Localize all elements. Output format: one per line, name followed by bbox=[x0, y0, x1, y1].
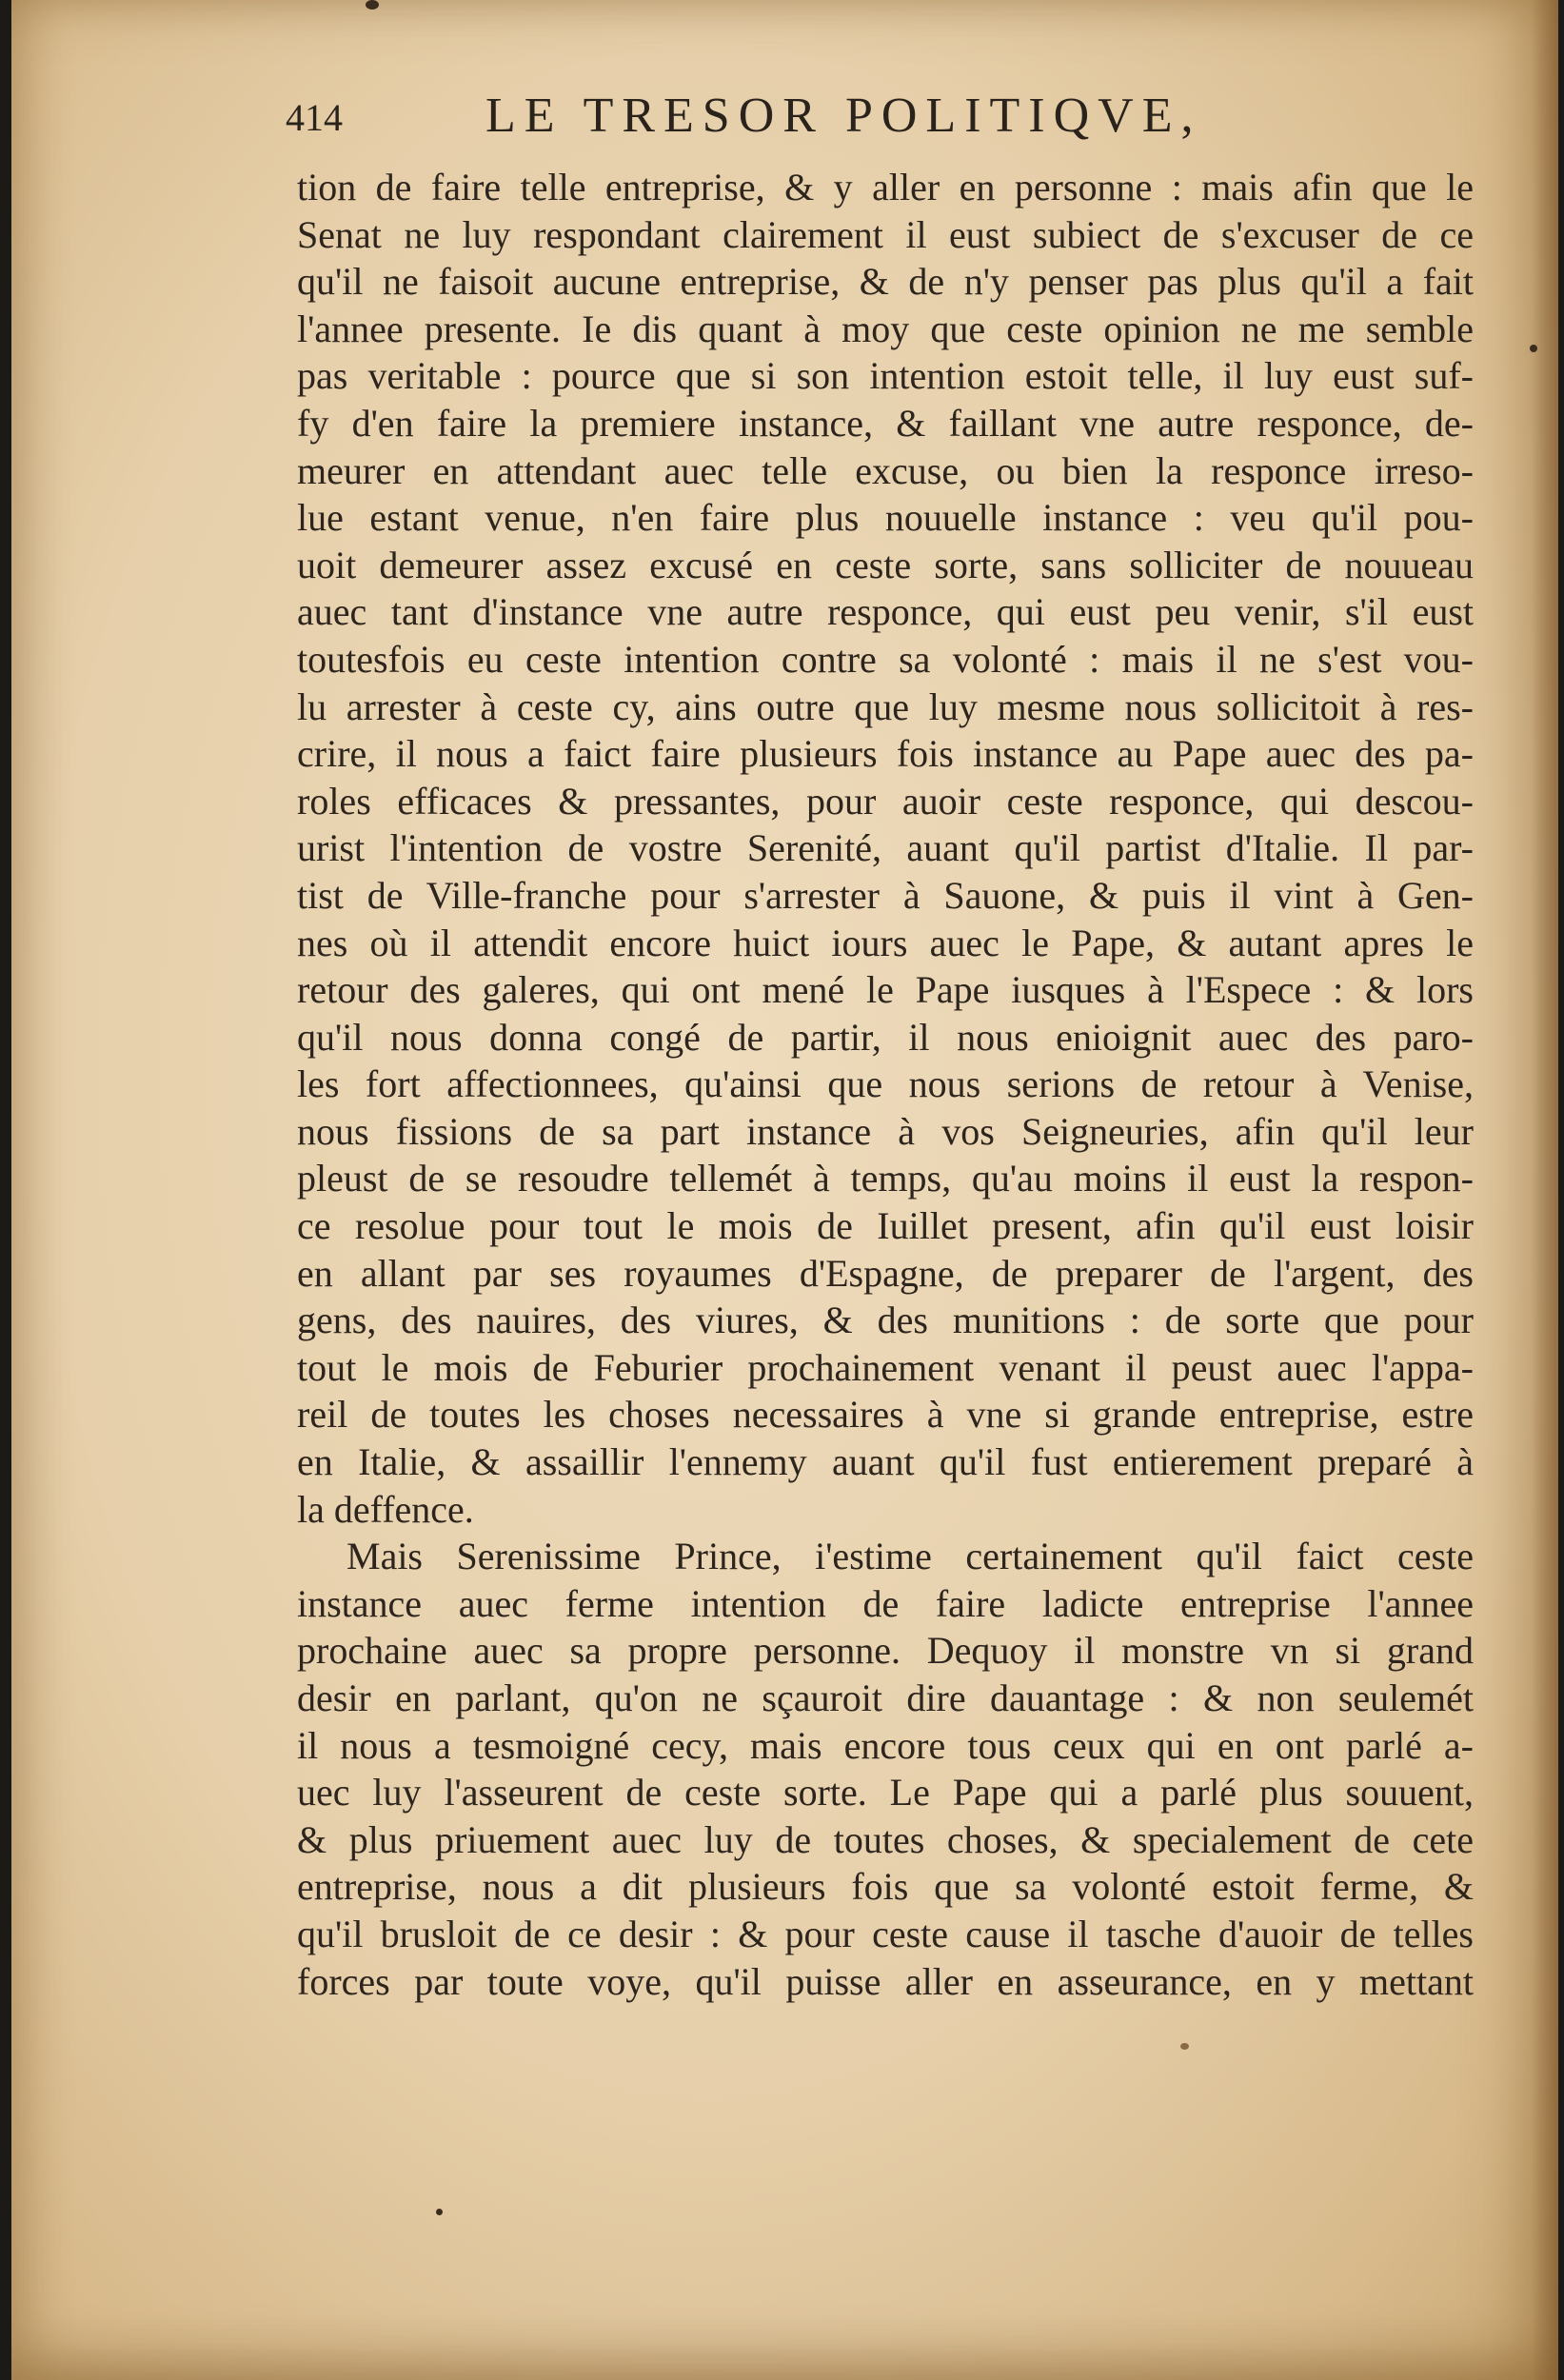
body-text bbox=[297, 164, 1474, 2005]
text-line: instance auec ferme intention de faire ladicte entreprise l'annee bbox=[297, 1581, 1474, 1625]
text-line: fy d'en faire la premiere instance, & faillant vne autre responce, de- bbox=[297, 401, 1474, 445]
text-line: en allant par ses royaumes d'Espagne, de preparer de l'argent, des bbox=[297, 1251, 1474, 1295]
ink-speck bbox=[1530, 345, 1537, 352]
text-line: tist de Ville-franche pour s'arrester à Sauone, & puis il vint à Gen- bbox=[297, 873, 1474, 917]
text-line: prochaine auec sa propre personne. Dequoy il monstre vn si grand bbox=[297, 1629, 1474, 1673]
paragraph-end-line: la deffence. bbox=[297, 1487, 474, 1531]
text-line: entreprise, nous a dit plusieurs fois que sa volonté estoit ferme, & bbox=[297, 1865, 1474, 1909]
text-line: qu'il nous donna congé de partir, il nous enioignit auec des paro- bbox=[297, 1015, 1474, 1059]
ink-speck bbox=[1180, 2043, 1189, 2050]
text-line: pleust de se resoudre tellemét à temps, qu'au moins il eust la respon- bbox=[297, 1157, 1474, 1200]
ink-speck bbox=[436, 2209, 443, 2215]
text-line: urist l'intention de vostre Serenité, auant qu'il partist d'Italie. Il par- bbox=[297, 826, 1474, 870]
text-line: roles efficaces & pressantes, pour auoir ceste responce, qui descou- bbox=[297, 779, 1474, 823]
text-line: nous fissions de sa part instance à vos Seigneuries, afin qu'il leur bbox=[297, 1109, 1474, 1153]
text-line: qu'il ne faisoit aucune entreprise, & de n'y penser pas plus qu'il a fait bbox=[297, 260, 1474, 304]
text-line: reil de toutes les choses necessaires à vne si grande entreprise, estre bbox=[297, 1393, 1474, 1437]
text-line: meurer en attendant auec telle excuse, ou bien la responce irreso- bbox=[297, 448, 1474, 492]
text-line: l'annee presente. Ie dis quant à moy que ceste opinion ne me semble bbox=[297, 307, 1474, 350]
text-line: tion de faire telle entreprise, & y aller en personne : mais afin que le bbox=[297, 166, 1474, 208]
text-line: Senat ne luy respondant clairement il eust subiect de s'excuser de ce bbox=[297, 212, 1474, 256]
text-line: & plus priuement auec luy de toutes choses, & specialement de cete bbox=[297, 1817, 1474, 1861]
text-line: tout le mois de Feburier prochainement venant il peust auec l'appa- bbox=[297, 1345, 1474, 1389]
book-page bbox=[11, 0, 1558, 2380]
text-line: lue estant venue, n'en faire plus nouuelle instance : veu qu'il pou- bbox=[297, 496, 1474, 540]
text-line: retour des galeres, qui ont mené le Pape iusques à l'Espece : & lors bbox=[297, 968, 1474, 1012]
text-line: auec tant d'instance vne autre responce, qui eust peu venir, s'il eust bbox=[297, 590, 1474, 634]
text-line: forces par toute voye, qu'il puisse aller en asseurance, en y mettant bbox=[297, 1959, 1474, 2003]
text-line: toutesfois eu ceste intention contre sa volonté : mais il ne s'est vou- bbox=[297, 637, 1474, 681]
text-line: pas veritable : pource que si son intention estoit telle, il luy eust suf- bbox=[297, 354, 1474, 398]
text-line: uoit demeurer assez excusé en ceste sorte, sans solliciter de nouueau bbox=[297, 543, 1474, 586]
text-line: crire, il nous a faict faire plusieurs fois instance au Pape auec des pa- bbox=[297, 732, 1474, 776]
text-line: en Italie, & assaillir l'ennemy auant qu'il fust entierement preparé à bbox=[297, 1440, 1474, 1484]
text-line: lu arrester à ceste cy, ains outre que luy mesme nous sollicitoit à res- bbox=[297, 684, 1474, 728]
running-title: LE TRESOR POLITIQVE, bbox=[485, 89, 1202, 143]
text-line: les fort affectionnees, qu'ainsi que nous serions de retour à Venise, bbox=[297, 1062, 1474, 1106]
text-line: qu'il brusloit de ce desir : & pour ceste cause il tasche d'auoir de telles bbox=[297, 1912, 1474, 1955]
text-line: ce resolue pour tout le mois de Iuillet present, afin qu'il eust loisir bbox=[297, 1204, 1474, 1248]
text-line: desir en parlant, qu'on ne sçauroit dire dauantage : & non seulemét bbox=[297, 1676, 1474, 1719]
text-line: gens, des nauires, des viures, & des munitions : de sorte que pour bbox=[297, 1299, 1474, 1342]
page-header bbox=[286, 88, 1295, 154]
paragraph-start-line: Mais Serenissime Prince, i'estime certainement qu'il faict ceste bbox=[346, 1535, 1474, 1578]
ink-speck bbox=[366, 0, 379, 10]
page-number: 414 bbox=[286, 96, 343, 139]
text-line: il nous a tesmoigné cecy, mais encore tous ceux qui en ont parlé a- bbox=[297, 1723, 1474, 1767]
text-line: nes où il attendit encore huict iours auec le Pape, & autant apres le bbox=[297, 921, 1474, 964]
page-edge-shadow bbox=[1532, 0, 1558, 2380]
text-line: uec luy l'asseurent de ceste sorte. Le Pape qui a parlé plus souuent, bbox=[297, 1771, 1474, 1815]
